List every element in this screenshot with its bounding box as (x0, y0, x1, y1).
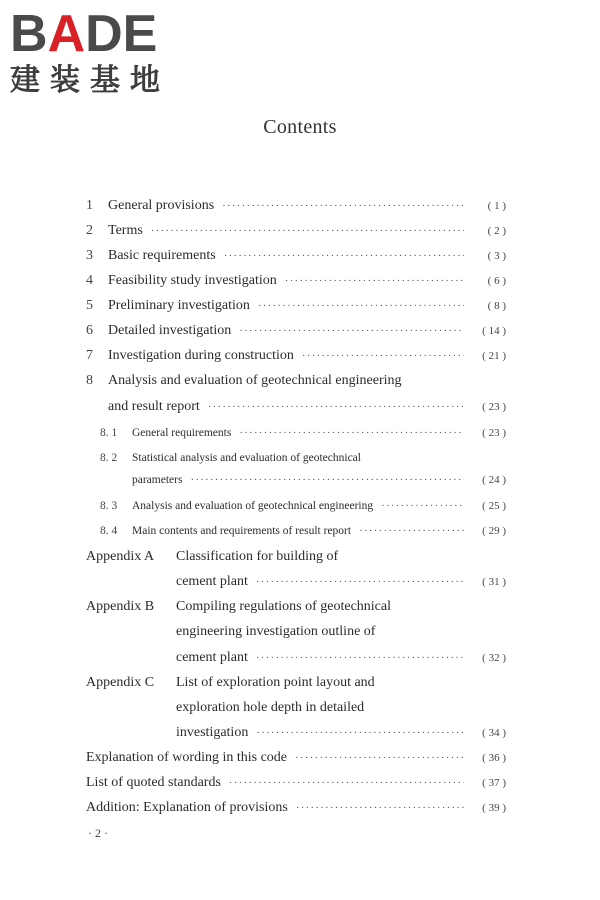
toc-label: Analysis and evaluation of geotechnical engineering (132, 500, 374, 512)
toc-item-6[interactable] (86, 323, 506, 339)
toc-page: ( 39 ) (482, 802, 506, 814)
toc-leader (229, 777, 464, 789)
toc-leader (302, 350, 464, 362)
toc-item-8-2-line2[interactable] (132, 474, 506, 486)
toc-label: General requirements (132, 427, 232, 439)
toc-leader (190, 474, 464, 486)
toc-leader (239, 427, 464, 439)
toc-label: and result report (108, 399, 200, 414)
toc-item-3[interactable] (86, 248, 506, 264)
toc-page: ( 24 ) (482, 474, 506, 486)
toc-page: ( 25 ) (482, 500, 506, 512)
toc-appendix-a-line1[interactable] (86, 549, 506, 565)
toc-label: exploration hole depth in detailed (176, 700, 365, 715)
toc-leader (381, 500, 464, 512)
toc-leader (151, 225, 464, 237)
toc-page: ( 1 ) (487, 200, 506, 212)
toc-number: 8 (86, 373, 93, 388)
toc-label: List of quoted standards (86, 775, 221, 790)
toc-page: ( 34 ) (482, 727, 506, 739)
toc-appendix-b-line1[interactable] (86, 599, 506, 615)
toc-number: 2 (86, 223, 93, 238)
toc-number: 7 (86, 348, 93, 363)
toc-label: Compiling regulations of geotechnical (176, 599, 392, 614)
toc-addition-explanation[interactable] (86, 800, 506, 816)
toc-label: Investigation during construction (108, 348, 294, 363)
toc-number: 8. 4 (100, 525, 118, 537)
toc-page: ( 3 ) (487, 250, 506, 262)
page-title: Contents (263, 116, 337, 138)
toc-page: ( 6 ) (487, 275, 506, 287)
toc-leader (359, 525, 464, 537)
toc-label: Basic requirements (108, 248, 216, 263)
toc-leader (224, 250, 464, 262)
toc-item-8-3[interactable] (100, 500, 506, 512)
toc-label: Classification for building of (176, 549, 339, 564)
toc-label: Detailed investigation (108, 323, 232, 338)
toc-leader (256, 576, 464, 588)
toc-item-4[interactable] (86, 273, 506, 289)
toc-explanation-wording[interactable] (86, 750, 506, 766)
toc-leader (208, 401, 464, 413)
toc-item-8-line2[interactable] (108, 399, 506, 415)
toc-label: Feasibility study investigation (108, 273, 277, 288)
toc-label: General provisions (108, 198, 215, 213)
toc-leader (295, 752, 464, 764)
toc-page: ( 32 ) (482, 652, 506, 664)
toc-leader (256, 727, 464, 739)
toc-page: ( 31 ) (482, 576, 506, 588)
toc-label: Explanation of wording in this code (86, 750, 288, 765)
toc-label: investigation (176, 725, 249, 740)
logo-subtitle: 建装基地 (10, 63, 170, 98)
page-number-footer: · 2 · (88, 826, 108, 840)
toc-label: parameters (132, 474, 183, 486)
toc-label: cement plant (176, 574, 248, 589)
toc-leader (296, 802, 464, 814)
toc-leader (222, 200, 464, 212)
toc-number: 6 (86, 323, 93, 338)
toc-label: cement plant (176, 650, 248, 665)
toc-appendix-a-line2[interactable] (176, 574, 506, 590)
toc-prefix: Appendix B (86, 599, 155, 614)
toc-page: ( 36 ) (482, 752, 506, 764)
toc-label: Statistical analysis and evaluation of geotechnical (132, 452, 361, 464)
toc-page: ( 37 ) (482, 777, 506, 789)
toc-item-7[interactable] (86, 348, 506, 364)
toc-label: Terms (108, 223, 143, 238)
toc-label: Preliminary investigation (108, 298, 250, 313)
toc-label: Analysis and evaluation of geotechnical engineering (108, 373, 402, 388)
bade-logo (10, 5, 180, 98)
toc-item-2[interactable] (86, 223, 506, 239)
toc-leader (239, 325, 464, 337)
toc-appendix-b-line2[interactable] (176, 624, 506, 640)
toc-number: 3 (86, 248, 93, 263)
toc-number: 4 (86, 273, 93, 288)
toc-number: 1 (86, 198, 93, 213)
toc-leader (258, 300, 464, 312)
toc-number: 8. 2 (100, 452, 118, 464)
toc-page: ( 23 ) (482, 427, 506, 439)
toc-appendix-c-line1[interactable] (86, 675, 506, 691)
toc-item-8-2-line1[interactable] (100, 452, 506, 464)
toc-page: ( 23 ) (482, 401, 506, 413)
toc-page: ( 29 ) (482, 525, 506, 537)
toc-appendix-b-line3[interactable] (176, 650, 506, 666)
toc-number: 5 (86, 298, 93, 313)
logo-wordmark: BADE (10, 5, 158, 63)
toc-page: ( 8 ) (487, 300, 506, 312)
toc-page: ( 14 ) (482, 325, 506, 337)
toc-label: List of exploration point layout and (176, 675, 375, 690)
toc-page: ( 21 ) (482, 350, 506, 362)
toc-label: engineering investigation outline of (176, 624, 376, 639)
toc-leader (285, 275, 464, 287)
toc-leader (256, 652, 464, 664)
toc-item-8-1[interactable] (100, 427, 506, 439)
toc-number: 8. 3 (100, 500, 118, 512)
toc-item-1[interactable] (86, 198, 506, 214)
toc-page: ( 2 ) (487, 225, 506, 237)
toc-item-5[interactable] (86, 298, 506, 314)
toc-appendix-c-line2[interactable] (176, 700, 506, 716)
toc-label: Main contents and requirements of result report (132, 525, 352, 537)
toc-prefix: Appendix C (86, 675, 155, 690)
toc-quoted-standards[interactable] (86, 775, 506, 791)
toc-item-8-4[interactable] (100, 525, 506, 537)
toc-item-8-line1[interactable] (86, 373, 506, 389)
toc-appendix-c-line3[interactable] (176, 725, 506, 741)
toc-prefix: Appendix A (86, 549, 155, 564)
toc-label: Addition: Explanation of provisions (86, 800, 288, 815)
toc-number: 8. 1 (100, 427, 118, 439)
